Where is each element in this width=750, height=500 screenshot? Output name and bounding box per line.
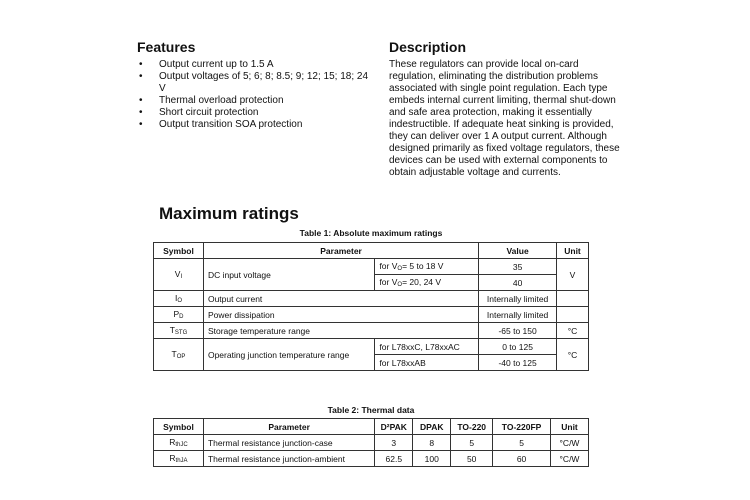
- feature-text: Thermal overload protection: [159, 95, 284, 106]
- header-unit: Unit: [557, 243, 589, 259]
- to220fp-cell: 5: [493, 435, 551, 451]
- table-row: [154, 339, 589, 355]
- symbol-subscript: D: [179, 314, 184, 320]
- header-to220: TO-220: [451, 419, 493, 435]
- condition-prefix: for V: [379, 261, 398, 271]
- symbol-letter: T: [169, 325, 175, 335]
- unit-cell: °C/W: [551, 435, 589, 451]
- table1-caption: Table 1: Absolute maximum ratings: [299, 228, 443, 238]
- symbol-cell: [154, 259, 204, 291]
- maximum-ratings-title: Maximum ratings: [159, 204, 299, 223]
- bullet-icon: •: [139, 59, 143, 70]
- features-list: [137, 59, 377, 131]
- symbol-cell: [154, 451, 204, 467]
- header-parameter: Parameter: [203, 243, 478, 259]
- symbol-cell: [154, 435, 204, 451]
- symbol-subscript: I: [180, 274, 183, 280]
- to220-cell: 50: [451, 451, 493, 467]
- dpak-cell: 100: [413, 451, 451, 467]
- description-text: These regulators can provide local on-card regulation, eliminating the distribution problems associated with single point regulation. Each type embeds internal current limiting, thermal shut-down and safe area protection, making it essentially indestructible. If adequate heat sinking is provided, they can deliver over 1 A output current. Although designed primarily as fixed voltage regulators, these devices can be used with external components to obtain adjustable voltage and currents.: [389, 59, 620, 178]
- symbol-subscript: thJA: [175, 458, 188, 464]
- bullet-icon: •: [139, 107, 143, 118]
- feature-text: Output transition SOA protection: [159, 119, 303, 130]
- parameter-cell: Thermal resistance junction-case: [203, 435, 374, 451]
- description-section: [389, 39, 625, 179]
- symbol-letter: I: [174, 293, 178, 303]
- header-symbol: Symbol: [154, 419, 204, 435]
- features-title: Features: [137, 39, 196, 55]
- condition-suffix: = 5 to 18 V: [402, 261, 444, 271]
- parameter-cell: Thermal resistance junction-ambient: [203, 451, 374, 467]
- symbol-cell: [154, 307, 204, 323]
- description-title: Description: [389, 39, 467, 55]
- bullet-icon: •: [139, 95, 143, 106]
- feature-item: [137, 59, 377, 71]
- absolute-max-ratings-table: [153, 242, 589, 371]
- condition-cell: for L78xxC, L78xxAC: [375, 339, 479, 355]
- feature-item: [137, 107, 377, 119]
- symbol-subscript: STG: [174, 330, 188, 336]
- condition-cell: for L78xxAB: [375, 355, 479, 371]
- table2-caption: Table 2: Thermal data: [327, 405, 415, 415]
- to220fp-cell: 60: [493, 451, 551, 467]
- value-cell: Internally limited: [479, 307, 557, 323]
- condition-subscript: O: [397, 282, 403, 288]
- symbol-subscript: O: [177, 298, 182, 304]
- table-header-row: [154, 419, 589, 435]
- unit-cell: °C: [557, 339, 589, 371]
- condition-suffix: = 20, 24 V: [402, 277, 442, 287]
- header-unit: Unit: [551, 419, 589, 435]
- d2pak-cell: 62.5: [375, 451, 413, 467]
- parameter-cell: Storage temperature range: [203, 323, 478, 339]
- value-cell: -40 to 125: [479, 355, 557, 371]
- symbol-subscript: thJC: [175, 442, 188, 448]
- table-row: [154, 259, 589, 275]
- value-cell: -65 to 150: [479, 323, 557, 339]
- condition-cell: [375, 259, 479, 275]
- value-cell: Internally limited: [479, 291, 557, 307]
- header-parameter: Parameter: [203, 419, 374, 435]
- unit-cell: [557, 291, 589, 307]
- bullet-icon: •: [139, 119, 143, 130]
- symbol-cell: [154, 323, 204, 339]
- table-row: [154, 451, 589, 467]
- table-row: [154, 291, 589, 307]
- value-cell: 0 to 125: [479, 339, 557, 355]
- unit-cell: V: [557, 259, 589, 291]
- unit-cell: [557, 307, 589, 323]
- table-row: [154, 323, 589, 339]
- symbol-letter: R: [169, 437, 176, 447]
- condition-cell: [375, 275, 479, 291]
- dpak-cell: 8: [413, 435, 451, 451]
- symbol-letter: P: [173, 309, 180, 319]
- feature-item: [137, 71, 377, 95]
- parameter-cell: DC input voltage: [203, 259, 374, 291]
- feature-item: [137, 119, 377, 131]
- d2pak-cell: 3: [375, 435, 413, 451]
- to220-cell: 5: [451, 435, 493, 451]
- symbol-cell: [154, 291, 204, 307]
- parameter-cell: Power dissipation: [203, 307, 478, 323]
- symbol-letter: V: [174, 269, 181, 279]
- table-row: [154, 435, 589, 451]
- symbol-subscript: OP: [176, 354, 186, 360]
- table-row: [154, 307, 589, 323]
- symbol-letter: T: [171, 349, 177, 359]
- features-section: [137, 39, 377, 131]
- feature-text: Output voltages of 5; 6; 8; 8.5; 9; 12; 15; 18; 24 V: [159, 71, 369, 94]
- value-cell: 35: [479, 259, 557, 275]
- parameter-cell: Output current: [203, 291, 478, 307]
- feature-item: [137, 95, 377, 107]
- header-value: Value: [479, 243, 557, 259]
- feature-text: Output current up to 1.5 A: [159, 59, 274, 70]
- value-cell: 40: [479, 275, 557, 291]
- condition-prefix: for V: [379, 277, 398, 287]
- header-to220fp: TO-220FP: [493, 419, 551, 435]
- symbol-letter: R: [169, 453, 176, 463]
- header-symbol: Symbol: [154, 243, 204, 259]
- parameter-cell: Operating junction temperature range: [203, 339, 374, 371]
- header-dpak: DPAK: [413, 419, 451, 435]
- table-header-row: [154, 243, 589, 259]
- thermal-data-table: [153, 418, 589, 467]
- unit-cell: °C/W: [551, 451, 589, 467]
- feature-text: Short circuit protection: [159, 107, 259, 118]
- bullet-icon: •: [139, 71, 143, 82]
- unit-cell: °C: [557, 323, 589, 339]
- header-d2pak: D²PAK: [375, 419, 413, 435]
- symbol-cell: [154, 339, 204, 371]
- condition-subscript: O: [397, 266, 403, 272]
